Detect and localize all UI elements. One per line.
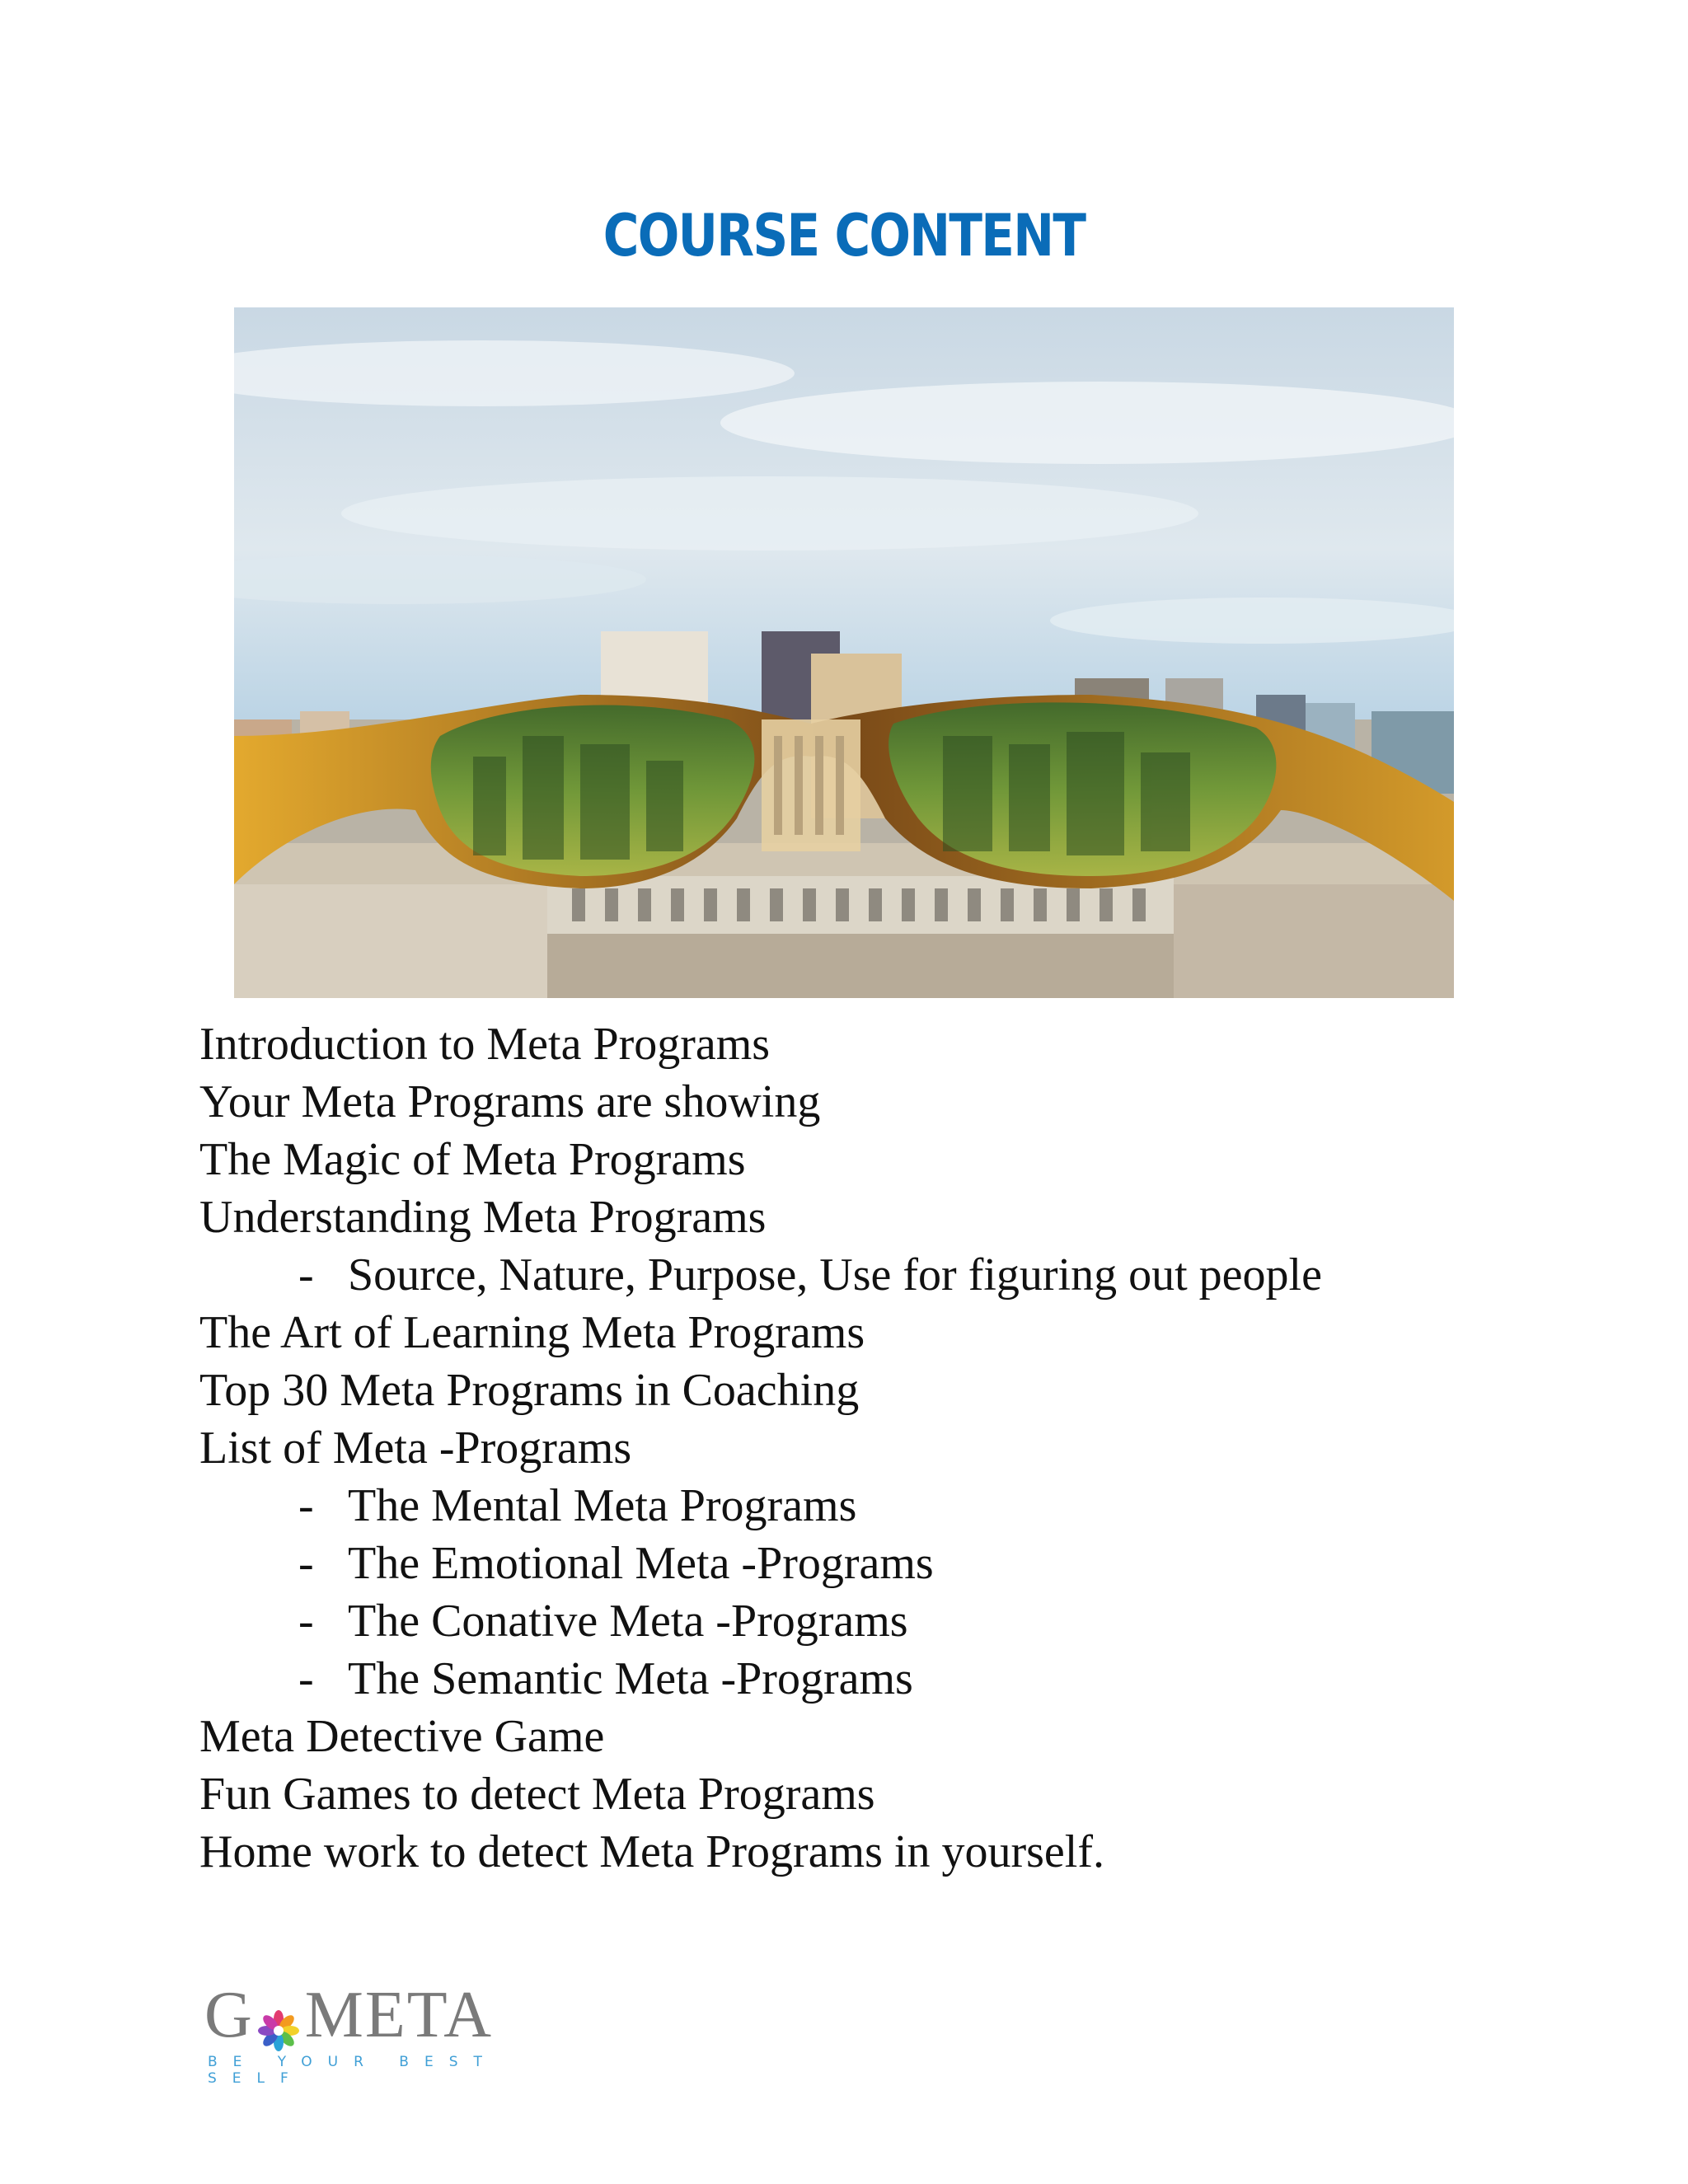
bullet-dash: - [298,1596,314,1647]
logo-letter-g: G [204,1979,254,2051]
list-item-text: The Mental Meta Programs [348,1480,857,1531]
page-title: COURSE CONTENT [603,202,1085,269]
list-item-sub [199,1650,1322,1708]
list-item-text: The Semantic Meta -Programs [348,1653,913,1704]
list-item: Your Meta Programs are showing [199,1076,821,1127]
list-item: The Art of Learning Meta Programs [199,1307,865,1358]
list-item: Introduction to Meta Programs [199,1019,771,1070]
bullet-dash: - [298,1538,314,1589]
list-item-text: The Emotional Meta -Programs [348,1538,934,1589]
course-content-list [199,1015,1322,1881]
logo-wordmark [204,1978,534,2052]
list-item: Meta Detective Game [199,1711,605,1762]
go-meta-logo [204,1978,534,2087]
list-item: Home work to detect Meta Programs in yourself. [199,1826,1104,1877]
list-item-text: The Conative Meta -Programs [348,1596,908,1647]
bullet-dash: - [298,1249,314,1301]
hero-image [234,307,1454,998]
list-item-sub [199,1246,1322,1304]
logo-tagline: BE YOUR BEST SELF [208,2054,498,2087]
list-item-sub [199,1535,1322,1592]
list-item-sub [199,1477,1322,1535]
flower-mandala-icon [257,1994,300,2036]
list-item-text: Source, Nature, Purpose, Use for figuring out people [348,1249,1322,1301]
logo-word-meta: META [304,1979,494,2051]
list-item-sub [199,1592,1322,1650]
list-item: Top 30 Meta Programs in Coaching [199,1365,860,1416]
list-item: Fun Games to detect Meta Programs [199,1769,875,1820]
list-item: Understanding Meta Programs [199,1192,767,1243]
city-through-sunglasses-photo-icon [234,307,1454,998]
bullet-dash: - [298,1480,314,1531]
list-item: The Magic of Meta Programs [199,1134,746,1185]
list-item: List of Meta -Programs [199,1422,632,1474]
bullet-dash: - [298,1653,314,1704]
